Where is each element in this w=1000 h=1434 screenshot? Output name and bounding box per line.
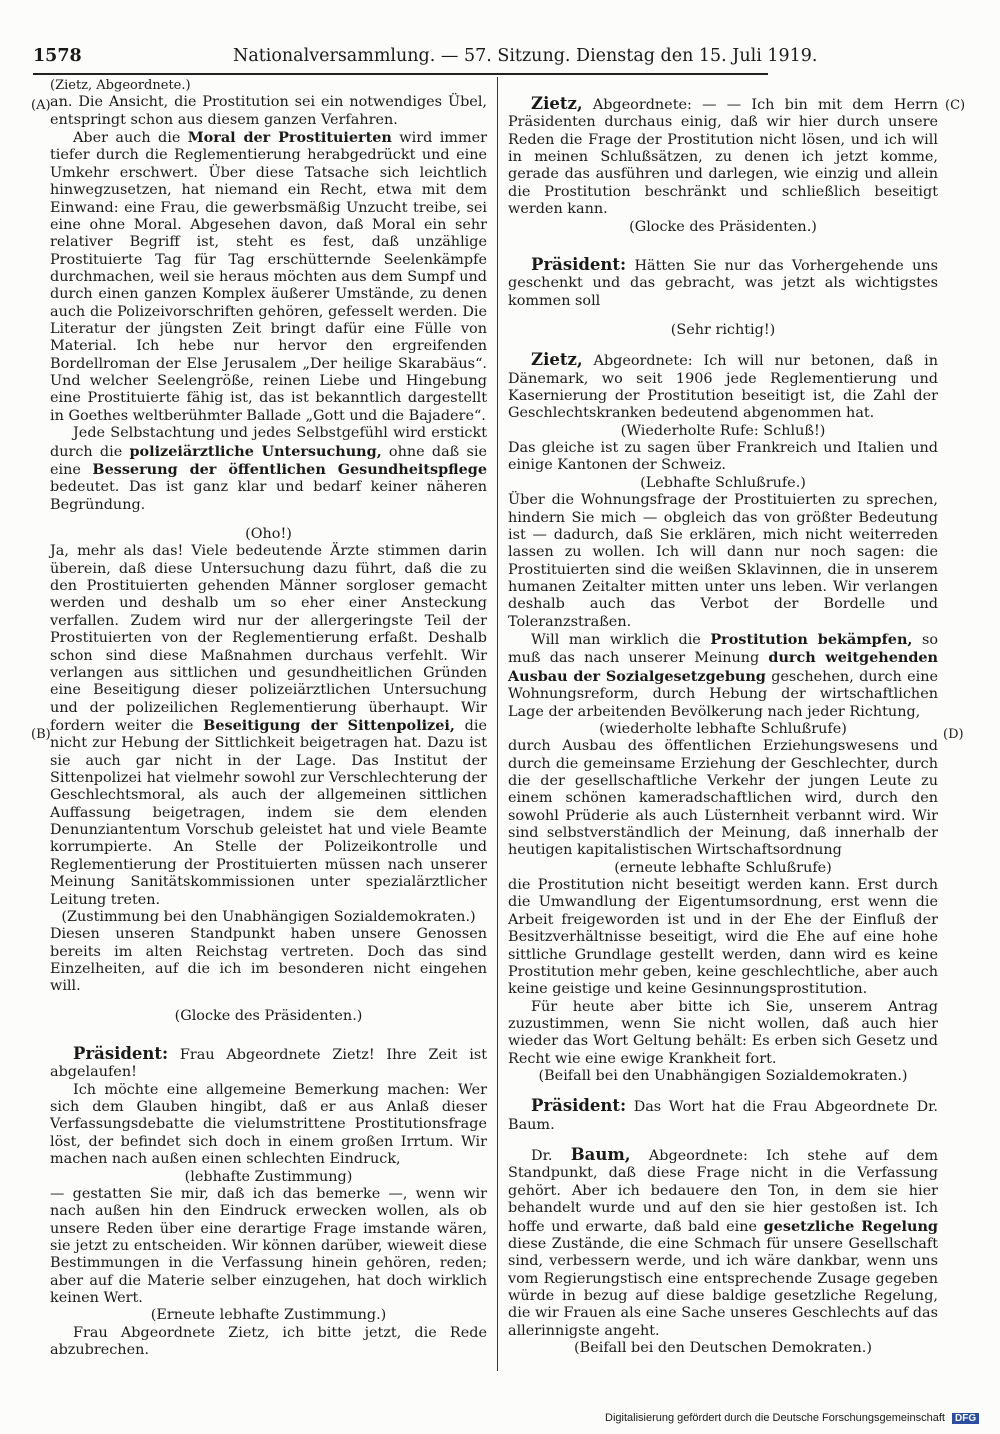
interjection: (lebhafte Zustimmung) (184, 1168, 353, 1185)
paragraph: durch Ausbau des öffentlichen Erziehungswesens und durch die gemeinsame Erziehung der Geschlechter, durch die der gesellschaftliche Verkehr der jungen Leute zu einem schönen kameradschaftlichen wird, durch den sowohl Prüderie als auch Lüsternheit verbannt wird. Wir sind selbstverständlich der Meinung, daß innerhalb der heutigen kapitalistischen Wirtschaftsordnung (508, 738, 938, 859)
paragraph: Ich möchte eine allgemeine Bemerkung machen: Wer sich dem Glauben hingibt, daß er aus Anlaß dieser Verfassungsdebatte die vielumstrittene Prostitutionsfrage löst, der befindet sich doch in einem großen Irrtum. Wir machen nach außen einen schlechten Eindruck, (50, 1081, 487, 1168)
speech: Präsident: Hätten Sie nur das Vorhergehende uns geschenkt und das gebracht, was jetzt als wichtigstes kommen soll (508, 254, 938, 309)
paragraph: Frau Abgeordnete Zietz, ich bitte jetzt, die Rede abzubrechen. (50, 1324, 487, 1359)
interjection: (Erneute lebhafte Zustimmung.) (150, 1307, 387, 1324)
column-divider (497, 77, 498, 1371)
margin-label-a: (A) (31, 98, 51, 113)
speech: Zietz, Abgeordnete: — — Ich bin mit dem Herrn Präsidenten durchaus einig, daß wir hier durch unsere Reden die Frage der Prostitution nicht lösen, und ich will in meinen Schlußsätzen, zu denen ich jetzt komme, gerade das ausführen und darlegen, wie einzig und allein die Prostitution beschränkt und schließlich beseitigt werden kann. (508, 94, 938, 218)
paragraph: Das gleiche ist zu sagen über Frankreich und Italien und einige Kantonen der Schweiz. (508, 440, 938, 474)
paragraph: Über die Wohnungsfrage der Prostituierten zu sprechen, hindern Sie mich — obgleich das von größter Bedeutung ist — dadurch, daß Sie erklären, mich nicht weiterreden lassen zu wollen. Ich will dann nur noch sagen: die Prostituierten sind die weißen Sklavinnen, die in unserem humanen Zeitalter mitten unter uns leben. Wir verlangen deshalb auch das Verbot der Bordelle und Toleranzstraßen. (508, 492, 938, 630)
right-column (508, 77, 938, 1357)
margin-label-d: (D) (943, 727, 964, 742)
speech: Dr. Baum, Abgeordnete: Ich stehe auf dem Standpunkt, daß diese Frage nicht in die Verfassung gehört. Aber ich bedauere den Ton, in dem sie hier behandelt wurde und auf den sie hier gestoßen ist. Ich hoffe und erwarte, daß bald eine gesetzliche Regelung diese Zustände, die eine Schmach für unsere Gesellschaft sind, verbessern werde, und ich wäre dankbar, wenn uns vom Regierungstisch eine entsprechende Zusage gegeben würde in bezug auf diese baldige gesetzliche Regelung, die wir Frauen als eine Sache unseres Geschlechts auf das allerinnigste angeht. (508, 1145, 938, 1339)
paragraph: Diesen unseren Standpunkt haben unsere Genossen bereits im alten Reichstag vertreten. Doch das sind Einzelheiten, auf die ich im besonderen nicht eingehen will. (50, 926, 487, 995)
dfg-logo: DFG (952, 1413, 979, 1424)
interjection: (Lebhafte Schlußrufe.) (640, 474, 806, 491)
interjection: (wiederholte lebhafte Schlußrufe) (599, 720, 847, 737)
paragraph: Aber auch die Moral der Prostituierten wird immer tiefer durch die Reglementierung herabgedrückt und eine Umkehr erschwert. Über diese Tatsache sich leichtlich hinwegzusetzen, hat niemand ein Recht, etwa mit dem Einwand: eine Frau, die gewerbsmäßig Unzucht treibe, sei eine ohne Moral. Abgesehen davon, daß Moral ein sehr relativer Begriff ist, steht es fest, daß unzählige Prostituierte Tag für Tag erschütternde Seelenkämpfe durchmachen, weil sie heraus möchten aus dem Sumpf und durch einen ganzen Komplex äußerer Umstände, zu denen auch die Polizeivorschriften gehören, gefesselt werden. Die Literatur der jüngsten Zeit bringt dafür eine Fülle von Material. Ich hebe nur hervor den ergreifenden Bordellroman der Else Jerusalem „Der heilige Skarabäus“. Und welcher Seelengröße, reinen Liebe und Hingebung eine Prostituierte fähig ist, das ist bekanntlich dargestellt in Goethes weltberühmter Ballade „Gott und die Bajadere“. (50, 129, 487, 424)
interjection: (Glocke des Präsidenten.) (629, 218, 817, 235)
interjection: (Beifall bei den Deutschen Demokraten.) (574, 1340, 872, 1357)
speaker-name: Präsident: (531, 254, 627, 274)
left-column (50, 77, 487, 1360)
continuation-speaker: (Zietz, Abgeordnete.) (50, 78, 191, 93)
interjection: (Wiederholte Rufe: Schluß!) (620, 422, 826, 439)
margin-label-c: (C) (945, 98, 966, 113)
paragraph: die Prostitution nicht beseitigt werden kann. Erst durch die Umwandlung der Eigentumsordnung, erst wenn die Arbeit freigeworden ist und in der Ehe der Einfluß der Besitzverhältnisse beseitigt, wird die Ehe auf eine hohe sittliche Grundlage gestellt werden, dann wird es keine Prostitution mehr geben, keine geschlechtliche, aber auch keine geistige und keine Gesinnungsprostitution. (508, 877, 938, 998)
speaker-name: Zietz, (531, 94, 583, 113)
interjection: (erneute lebhafte Schlußrufe) (614, 859, 832, 876)
interjection: (Beifall bei den Unabhängigen Sozialdemokraten.) (538, 1068, 908, 1085)
footer-credit (605, 1412, 985, 1430)
interjection: (Glocke des Präsidenten.) (174, 1007, 363, 1024)
paragraph: Will man wirklich die Prostitution bekämpfen, so muß das nach unserer Meinung durch weitgehenden Ausbau der Sozialgesetzgebung geschehen, durch eine Wohnungsreform, durch Hebung der wirtschaftlichen Lage der arbeitenden Bevölkerung nach jeder Richtung, (508, 631, 939, 720)
paragraph: — gestatten Sie mir, daß ich das bemerke —, wenn wir nach außen hin den Eindruck erwecken wollen, als ob unsere Reden über eine derartige Frage imstande wären, sie jetzt zu entscheiden. Wir können darüber, wieweit diese Bestimmungen in die Verfassung hinein gehören, reden; aber auf die Materie selber einzugehen, hat doch wirklich keinen Wert. (50, 1185, 487, 1307)
interjection: (Zustimmung bei den Unabhängigen Sozialdemokraten.) (61, 908, 476, 925)
page-number: 1578 (33, 46, 82, 66)
paragraph: an. Die Ansicht, die Prostitution sei ein notwendiges Übel, entspringt schon aus diesem ganzen Verfahren. (50, 94, 487, 128)
speaker-name: Zietz, (531, 350, 583, 370)
paragraph: Ja, mehr als das! Viele bedeutende Ärzte stimmen darin überein, daß diese Untersuchung dazu führt, daß die zu den Prostituierten gehenden Männer sorgloser gemacht werden und deshalb um so eher einer Ansteckung verfallen. Zudem wird nur der allergeringste Teil der Prostituierten von der Reglementierung erfaßt. Deshalb schon sind diese Maßnahmen durchaus verfehlt. Wir verlangen aus sittlichen und gesundheitlichen Gründen eine Beseitigung dieser polizeiärztlichen Untersuchung und der polizeilichen Reglementierung überhaupt. Wir fordern weiter die Beseitigung der Sittenpolizei, die nicht zur Hebung der Sittlichkeit beigetragen hat. Dazu ist sie auch gar nicht in der Lage. Das Institut der Sittenpolizei hat vielmehr sowohl zur Verschlechterung der Geschlechtsmoral, als auch der allgemeinen sittlichen Auffassung beigetragen, indem sie dem elenden Denunziantentum Vorschub geleistet hat und viele Beamte korrumpierte. An Stelle der Polizeikontrolle und Reglementierung der Prostituierten müssen nach unserer Meinung Sanitätskommissionen unter spezialärztlicher Leitung treten. (50, 543, 487, 908)
speaker-name: Baum, (570, 1145, 631, 1165)
header-rule (33, 73, 768, 75)
speaker-name: Präsident: (73, 1044, 169, 1064)
interjection: (Oho!) (245, 525, 292, 542)
speaker-name: Präsident: (531, 1096, 627, 1116)
margin-label-b: (B) (31, 727, 51, 742)
paragraph: Für heute aber bitte ich Sie, unserem Antrag zuzustimmen, wenn Sie nicht wollen, daß auch hier wieder das Wort Geltung behält: Es erben sich Gesetz und Recht wie eine ewige Krankheit fort. (508, 998, 938, 1067)
speech: Zietz, Abgeordnete: Ich will nur betonen, daß in Dänemark, wo seit 1906 jede Reglementierung und Kasernierung der Prostitution beseitigt ist, die Zahl der Geschlechtskranken bedeutend abgenommen hat. (508, 350, 938, 422)
speech: Präsident: Frau Abgeordnete Zietz! Ihre Zeit ist abgelaufen! (50, 1044, 487, 1081)
interjection: (Sehr richtig!) (670, 321, 776, 338)
page-title: Nationalversammlung. — 57. Sitzung. Dienstag den 15. Juli 1919. (233, 46, 818, 66)
footer-text: Digitalisierung gefördert durch die Deutsche Forschungsgemeinschaft (605, 1412, 945, 1424)
page-header (33, 46, 818, 70)
speech: Präsident: Das Wort hat die Frau Abgeordnete Dr. Baum. (508, 1096, 938, 1133)
paragraph: Jede Selbstachtung und jedes Selbstgefühl wird erstickt durch die polizeiärztliche Untersuchung, ohne daß sie eine Besserung der öffentlichen Gesundheitspflege bedeutet. Das ist ganz klar und bedarf keiner näheren Begründung. (50, 425, 487, 513)
